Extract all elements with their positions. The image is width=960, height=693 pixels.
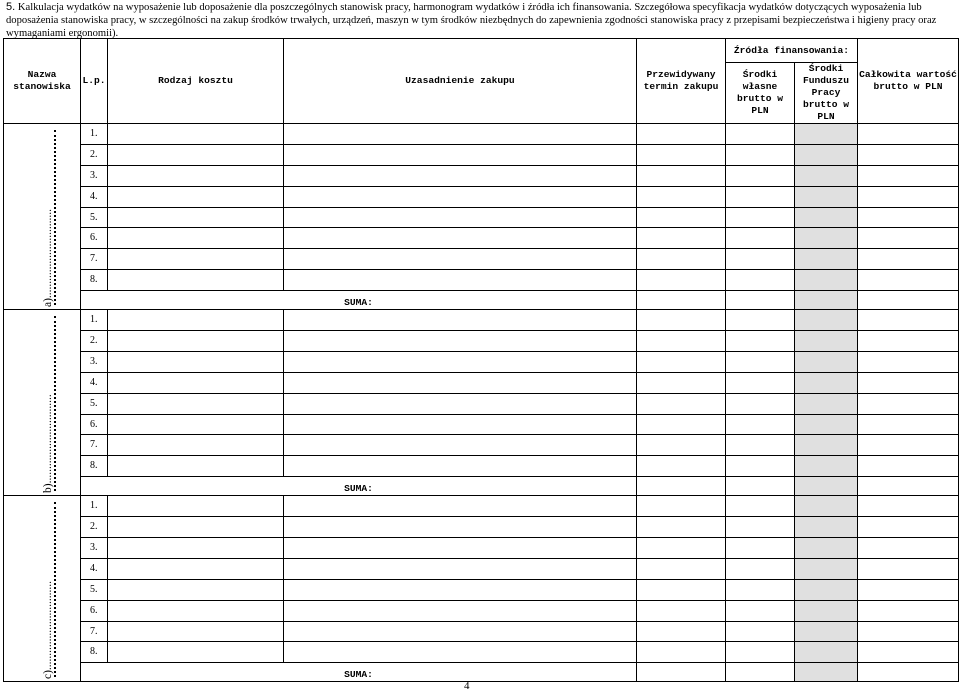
rodzaj-cell[interactable] — [108, 351, 284, 372]
calkowita-cell[interactable] — [858, 331, 959, 352]
rodzaj-cell[interactable] — [108, 496, 284, 517]
wlasne-cell[interactable] — [726, 249, 795, 270]
termin-cell[interactable] — [637, 496, 726, 517]
table-row — [4, 456, 959, 477]
uzasadnienie-cell[interactable] — [284, 642, 637, 663]
rodzaj-cell[interactable] — [108, 456, 284, 477]
rodzaj-cell[interactable] — [108, 393, 284, 414]
wlasne-cell[interactable] — [726, 435, 795, 456]
wlasne-cell[interactable] — [726, 351, 795, 372]
wlasne-cell[interactable] — [726, 456, 795, 477]
termin-cell[interactable] — [637, 249, 726, 270]
lp-cell: 8. — [81, 642, 108, 663]
lp-cell: 6. — [81, 414, 108, 435]
wlasne-cell[interactable] — [726, 165, 795, 186]
termin-cell[interactable] — [637, 165, 726, 186]
lp-cell: 6. — [81, 600, 108, 621]
rodzaj-cell[interactable] — [108, 249, 284, 270]
fundusz-cell[interactable] — [795, 414, 858, 435]
calkowita-cell[interactable] — [858, 600, 959, 621]
calkowita-cell[interactable] — [858, 517, 959, 538]
wlasne-cell[interactable] — [726, 186, 795, 207]
fundusz-sum-cell[interactable] — [795, 477, 858, 496]
termin-cell[interactable] — [637, 414, 726, 435]
wlasne-cell[interactable] — [726, 207, 795, 228]
fundusz-cell[interactable] — [795, 165, 858, 186]
header-zrodla: Źródła finansowania: — [726, 39, 858, 63]
table-row — [4, 207, 959, 228]
table-row — [4, 372, 959, 393]
table-row — [4, 270, 959, 291]
wlasne-cell[interactable] — [726, 496, 795, 517]
lp-cell: 2. — [81, 517, 108, 538]
rodzaj-cell[interactable] — [108, 144, 284, 165]
table-row — [4, 144, 959, 165]
intro-text: Kalkulacja wydatków na wyposażenie lub doposażenie dla poszczególnych stanowisk pracy, harmonogram wydatków i źródła ich finansowania. Szczegółowa specyfikacja wydatków dotyczących wyposażenia lub doposażenia stanowiska pracy, w szczególności na zakup środków trwałych, urządzeń, maszyn w tym środków niezbędnych do zapewnienia zgodności stanowiska pracy z przepisami bezpieczeństwa i higieny pracy oraz wymaganiami ergonomii). — [6, 2, 937, 39]
fundusz-cell[interactable] — [795, 456, 858, 477]
termin-cell[interactable] — [637, 270, 726, 291]
table-row — [4, 517, 959, 538]
sum-row — [4, 477, 959, 496]
dotted-line — [54, 502, 56, 677]
fundusz-cell[interactable] — [795, 579, 858, 600]
calkowita-cell[interactable] — [858, 124, 959, 145]
header-wlasne: Środki własne brutto w PLN — [726, 63, 795, 124]
uzasadnienie-cell[interactable] — [284, 207, 637, 228]
table-row — [4, 642, 959, 663]
calkowita-cell[interactable] — [858, 207, 959, 228]
termin-cell[interactable] — [637, 124, 726, 145]
calkowita-sum-cell[interactable] — [858, 663, 959, 682]
stanowisko-cell[interactable] — [4, 310, 81, 496]
uzasadnienie-cell[interactable] — [284, 496, 637, 517]
wlasne-cell[interactable] — [726, 642, 795, 663]
termin-cell[interactable] — [637, 186, 726, 207]
lp-cell: 5. — [81, 579, 108, 600]
termin-cell[interactable] — [637, 331, 726, 352]
rodzaj-cell[interactable] — [108, 414, 284, 435]
lp-cell: 4. — [81, 186, 108, 207]
rodzaj-cell[interactable] — [108, 124, 284, 145]
calkowita-cell[interactable] — [858, 435, 959, 456]
termin-cell[interactable] — [637, 228, 726, 249]
uzasadnienie-cell[interactable] — [284, 351, 637, 372]
table-row — [4, 124, 959, 145]
uzasadnienie-cell[interactable] — [284, 144, 637, 165]
table-row — [4, 496, 959, 517]
calkowita-cell[interactable] — [858, 165, 959, 186]
table-row — [4, 331, 959, 352]
lp-cell: 1. — [81, 310, 108, 331]
wlasne-cell[interactable] — [726, 538, 795, 559]
wlasne-cell[interactable] — [726, 372, 795, 393]
fundusz-cell[interactable] — [795, 249, 858, 270]
lp-cell: 5. — [81, 393, 108, 414]
table-row — [4, 435, 959, 456]
rodzaj-cell[interactable] — [108, 517, 284, 538]
intro-paragraph — [6, 1, 956, 40]
dotted-line — [54, 316, 56, 491]
wlasne-cell[interactable] — [726, 414, 795, 435]
rodzaj-cell[interactable] — [108, 331, 284, 352]
rodzaj-cell[interactable] — [108, 435, 284, 456]
table-row — [4, 165, 959, 186]
header-calkowita: Całkowita wartość brutto w PLN — [858, 39, 959, 124]
lp-cell: 7. — [81, 621, 108, 642]
uzasadnienie-cell[interactable] — [284, 414, 637, 435]
calkowita-cell[interactable] — [858, 186, 959, 207]
fundusz-cell[interactable] — [795, 372, 858, 393]
lp-cell: 1. — [81, 496, 108, 517]
wlasne-sum-cell[interactable] — [726, 663, 795, 682]
termin-cell[interactable] — [637, 579, 726, 600]
table-row — [4, 558, 959, 579]
uzasadnienie-cell[interactable] — [284, 517, 637, 538]
termin-cell[interactable] — [637, 372, 726, 393]
calkowita-cell[interactable] — [858, 144, 959, 165]
section-number: 5. — [6, 1, 16, 13]
fundusz-cell[interactable] — [795, 538, 858, 559]
calkowita-cell[interactable] — [858, 642, 959, 663]
sum-row — [4, 291, 959, 310]
calkowita-sum-cell[interactable] — [858, 291, 959, 310]
wlasne-cell[interactable] — [726, 270, 795, 291]
table-row — [4, 249, 959, 270]
table-body — [4, 124, 959, 682]
table-row — [4, 600, 959, 621]
termin-sum-cell[interactable] — [637, 477, 726, 496]
calkowita-cell[interactable] — [858, 393, 959, 414]
wlasne-cell[interactable] — [726, 393, 795, 414]
fundusz-cell[interactable] — [795, 621, 858, 642]
header-termin: Przewidywany termin zakupu — [637, 39, 726, 124]
lp-cell: 7. — [81, 249, 108, 270]
lp-cell: 3. — [81, 351, 108, 372]
uzasadnienie-cell[interactable] — [284, 558, 637, 579]
fundusz-cell[interactable] — [795, 496, 858, 517]
fundusz-sum-cell[interactable] — [795, 291, 858, 310]
uzasadnienie-cell[interactable] — [284, 538, 637, 559]
fundusz-cell[interactable] — [795, 331, 858, 352]
uzasadnienie-cell[interactable] — [284, 372, 637, 393]
expense-table — [3, 38, 959, 682]
uzasadnienie-cell[interactable] — [284, 621, 637, 642]
uzasadnienie-cell[interactable] — [284, 124, 637, 145]
wlasne-cell[interactable] — [726, 331, 795, 352]
table-row — [4, 579, 959, 600]
dotted-line — [54, 130, 56, 305]
fundusz-cell[interactable] — [795, 228, 858, 249]
lp-cell: 4. — [81, 558, 108, 579]
lp-cell: 8. — [81, 270, 108, 291]
uzasadnienie-cell[interactable] — [284, 579, 637, 600]
sum-row — [4, 663, 959, 682]
lp-cell: 6. — [81, 228, 108, 249]
calkowita-cell[interactable] — [858, 228, 959, 249]
rodzaj-cell[interactable] — [108, 621, 284, 642]
uzasadnienie-cell[interactable] — [284, 435, 637, 456]
fundusz-cell[interactable] — [795, 351, 858, 372]
termin-cell[interactable] — [637, 435, 726, 456]
fundusz-cell[interactable] — [795, 270, 858, 291]
wlasne-cell[interactable] — [726, 600, 795, 621]
uzasadnienie-cell[interactable] — [284, 186, 637, 207]
termin-cell[interactable] — [637, 517, 726, 538]
fundusz-sum-cell[interactable] — [795, 663, 858, 682]
fundusz-cell[interactable] — [795, 600, 858, 621]
calkowita-cell[interactable] — [858, 249, 959, 270]
wlasne-cell[interactable] — [726, 579, 795, 600]
table-row — [4, 351, 959, 372]
termin-cell[interactable] — [637, 456, 726, 477]
header-stanowisko: Nazwa stanowiska — [4, 39, 81, 124]
table-row — [4, 186, 959, 207]
calkowita-cell[interactable] — [858, 351, 959, 372]
rodzaj-cell[interactable] — [108, 228, 284, 249]
uzasadnienie-cell[interactable] — [284, 331, 637, 352]
lp-cell: 3. — [81, 165, 108, 186]
calkowita-cell[interactable] — [858, 538, 959, 559]
lp-cell: 3. — [81, 538, 108, 559]
rodzaj-cell[interactable] — [108, 186, 284, 207]
lp-cell: 5. — [81, 207, 108, 228]
lp-cell: 2. — [81, 144, 108, 165]
termin-cell[interactable] — [637, 621, 726, 642]
rodzaj-cell[interactable] — [108, 207, 284, 228]
fundusz-cell[interactable] — [795, 310, 858, 331]
uzasadnienie-cell[interactable] — [284, 270, 637, 291]
uzasadnienie-cell[interactable] — [284, 310, 637, 331]
uzasadnienie-cell[interactable] — [284, 165, 637, 186]
termin-sum-cell[interactable] — [637, 663, 726, 682]
uzasadnienie-cell[interactable] — [284, 393, 637, 414]
stanowisko-cell[interactable] — [4, 124, 81, 310]
fundusz-cell[interactable] — [795, 124, 858, 145]
lp-cell: 8. — [81, 456, 108, 477]
calkowita-cell[interactable] — [858, 310, 959, 331]
calkowita-cell[interactable] — [858, 372, 959, 393]
calkowita-cell[interactable] — [858, 558, 959, 579]
wlasne-cell[interactable] — [726, 517, 795, 538]
rodzaj-cell[interactable] — [108, 270, 284, 291]
lp-cell: 4. — [81, 372, 108, 393]
header-lp: L.p. — [81, 39, 108, 124]
fundusz-cell[interactable] — [795, 435, 858, 456]
calkowita-sum-cell[interactable] — [858, 477, 959, 496]
wlasne-cell[interactable] — [726, 124, 795, 145]
termin-cell[interactable] — [637, 351, 726, 372]
table-row — [4, 310, 959, 331]
rodzaj-cell[interactable] — [108, 538, 284, 559]
stanowisko-label: c)............................... — [42, 581, 54, 680]
lp-cell: 1. — [81, 124, 108, 145]
termin-cell[interactable] — [637, 144, 726, 165]
termin-cell[interactable] — [637, 393, 726, 414]
uzasadnienie-cell[interactable] — [284, 456, 637, 477]
table-row — [4, 393, 959, 414]
calkowita-cell[interactable] — [858, 414, 959, 435]
rodzaj-cell[interactable] — [108, 165, 284, 186]
header-uzasadnienie: Uzasadnienie zakupu — [284, 39, 637, 124]
calkowita-cell[interactable] — [858, 579, 959, 600]
stanowisko-cell[interactable] — [4, 496, 81, 682]
header-rodzaj: Rodzaj kosztu — [108, 39, 284, 124]
wlasne-cell[interactable] — [726, 621, 795, 642]
fundusz-cell[interactable] — [795, 517, 858, 538]
fundusz-cell[interactable] — [795, 393, 858, 414]
table-row — [4, 538, 959, 559]
stanowisko-label: b)............................... — [42, 394, 54, 494]
table-row — [4, 414, 959, 435]
wlasne-cell[interactable] — [726, 144, 795, 165]
termin-cell[interactable] — [637, 642, 726, 663]
lp-cell: 2. — [81, 331, 108, 352]
table-row — [4, 228, 959, 249]
calkowita-cell[interactable] — [858, 456, 959, 477]
termin-cell[interactable] — [637, 538, 726, 559]
termin-cell[interactable] — [637, 600, 726, 621]
calkowita-cell[interactable] — [858, 270, 959, 291]
wlasne-cell[interactable] — [726, 558, 795, 579]
fundusz-cell[interactable] — [795, 642, 858, 663]
page-number: 4 — [464, 680, 470, 692]
fundusz-cell[interactable] — [795, 207, 858, 228]
fundusz-cell[interactable] — [795, 186, 858, 207]
rodzaj-cell[interactable] — [108, 642, 284, 663]
calkowita-cell[interactable] — [858, 621, 959, 642]
rodzaj-cell[interactable] — [108, 579, 284, 600]
header-fundusz: Środki Funduszu Pracy brutto w PLN — [795, 63, 858, 124]
uzasadnienie-cell[interactable] — [284, 249, 637, 270]
sum-label: SUMA: — [81, 291, 637, 310]
calkowita-cell[interactable] — [858, 496, 959, 517]
rodzaj-cell[interactable] — [108, 600, 284, 621]
wlasne-cell[interactable] — [726, 310, 795, 331]
termin-cell[interactable] — [637, 558, 726, 579]
uzasadnienie-cell[interactable] — [284, 600, 637, 621]
uzasadnienie-cell[interactable] — [284, 228, 637, 249]
wlasne-cell[interactable] — [726, 228, 795, 249]
termin-cell[interactable] — [637, 310, 726, 331]
fundusz-cell[interactable] — [795, 558, 858, 579]
rodzaj-cell[interactable] — [108, 310, 284, 331]
stanowisko-label: a)............................... — [42, 209, 54, 308]
rodzaj-cell[interactable] — [108, 558, 284, 579]
termin-cell[interactable] — [637, 207, 726, 228]
sum-label: SUMA: — [81, 477, 637, 496]
wlasne-sum-cell[interactable] — [726, 291, 795, 310]
table-row — [4, 621, 959, 642]
lp-cell: 7. — [81, 435, 108, 456]
sum-label: SUMA: — [81, 663, 637, 682]
rodzaj-cell[interactable] — [108, 372, 284, 393]
fundusz-cell[interactable] — [795, 144, 858, 165]
termin-sum-cell[interactable] — [637, 291, 726, 310]
wlasne-sum-cell[interactable] — [726, 477, 795, 496]
